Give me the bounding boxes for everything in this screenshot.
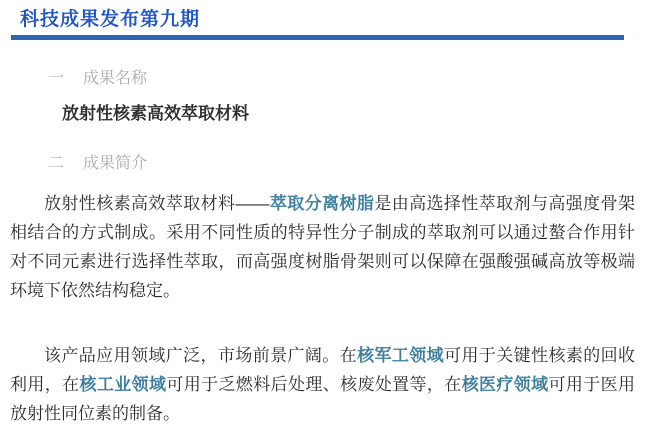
application-text-lead: 该产品应用领域广泛，市场前景广阔。在 [44, 346, 358, 365]
section-one-title: 成果名称 [83, 70, 148, 87]
highlight-extraction-resin: 萃取分离树脂 [269, 194, 375, 213]
section-one-heading [48, 70, 635, 88]
intro-paragraph [10, 189, 635, 305]
intro-text-lead: 放射性核素高效萃取材料—— [44, 194, 270, 213]
highlight-nuclear-industry-field: 核工业领域 [79, 375, 167, 394]
highlight-nuclear-military-field: 核军工领域 [357, 346, 445, 365]
intro-text-rest: 是由高选择性萃取剂与高强度骨架相结合的方式制成。采用不同性质的特异性分子制成的萃取剂可以通过螯合作用针对不同元素进行选择性萃取，而高强度树脂骨架则可以保障在强酸强碱高放等极端环境下依然结构稳定。 [10, 194, 635, 300]
section-one-number: 一 [48, 70, 65, 87]
section-two-number: 二 [48, 155, 65, 172]
application-text-end: 可用于医用放射性同位素的制备。 [10, 375, 636, 423]
section-two-heading [48, 155, 635, 173]
document-header [0, 9, 645, 40]
title-underline-bar [11, 35, 624, 40]
achievement-name: 放射性核素高效萃取材料 [62, 104, 249, 123]
section-two-title: 成果简介 [83, 155, 148, 172]
document-body [0, 70, 645, 428]
highlight-nuclear-medical-field: 核医疗领域 [461, 375, 549, 394]
application-paragraph [10, 341, 635, 428]
page-title: 科技成果发布第九期 [20, 9, 201, 30]
application-text-mid2: 可用于乏燃料后处理、核废处置等，在 [166, 375, 462, 394]
application-text-mid1: 可用于关键性核素的回收利用，在 [10, 346, 636, 394]
